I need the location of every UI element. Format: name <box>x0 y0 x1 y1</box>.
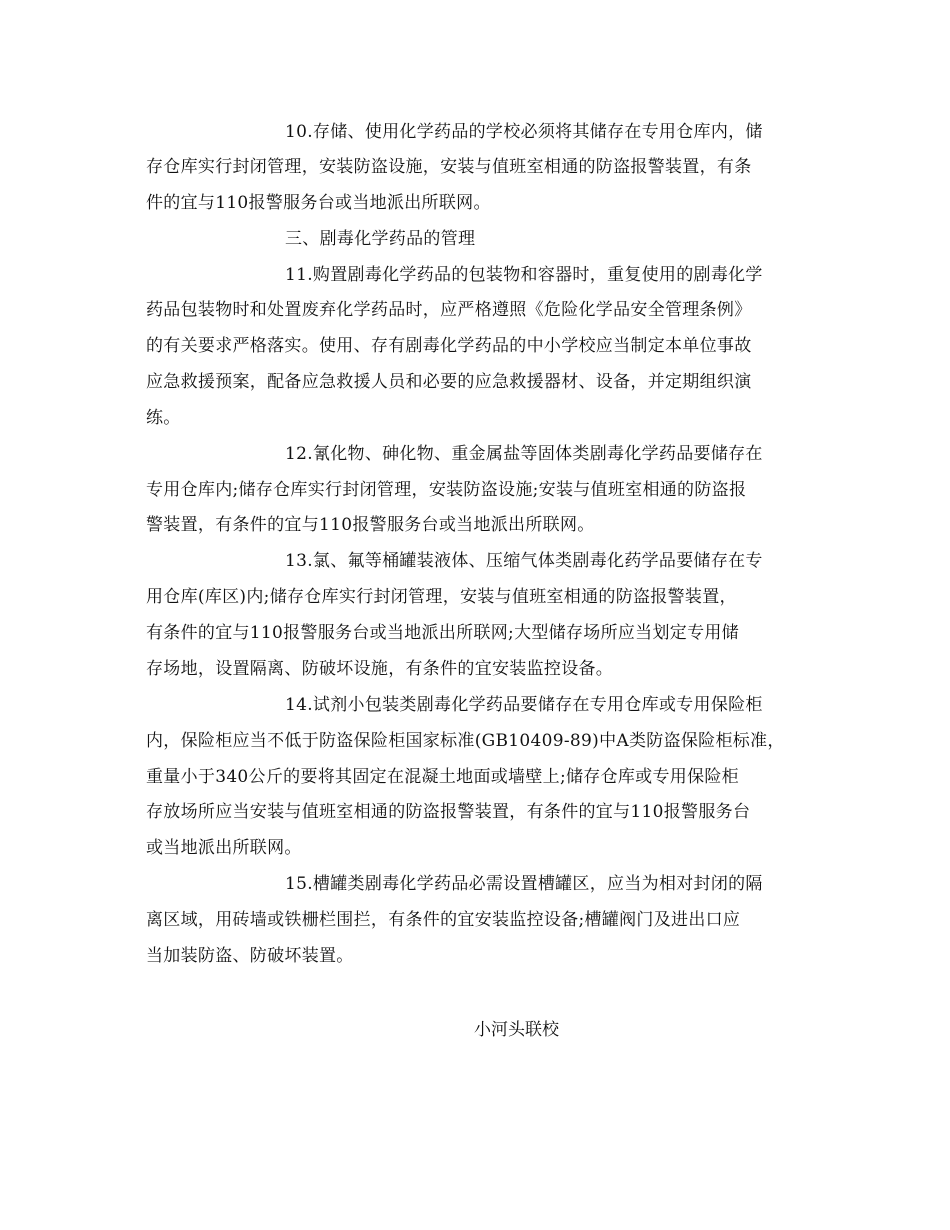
paragraph-14-line-1: 14.试剂小包装类剧毒化学药品要储存在专用仓库或专用保险柜 <box>285 695 763 715</box>
paragraph-15-line-2: 离区域，用砖墙或铁栅栏围拦，有条件的宜安装监控设备;槽罐阀门及进出口应 <box>146 910 741 930</box>
paragraph-11-line-1: 11.购置剧毒化学药品的包装物和容器时，重复使用的剧毒化学 <box>285 265 763 285</box>
section-heading: 三、剧毒化学药品的管理 <box>285 229 476 249</box>
paragraph-13-line-2: 用仓库(库区)内;储存仓库实行封闭管理，安装与值班室相通的防盗报警装置， <box>146 587 737 607</box>
paragraph-15-line-1: 15.槽罐类剧毒化学药品必需设置槽罐区，应当为相对封闭的隔 <box>285 874 763 894</box>
paragraph-14-line-2: 内，保险柜应当不低于防盗保险柜国家标准(GB10409-89)中A类防盗保险柜标准， <box>146 731 785 751</box>
paragraph-12-line-3: 警装置，有条件的宜与110报警服务台或当地派出所联网。 <box>146 515 595 535</box>
paragraph-12-line-2: 专用仓库内;储存仓库实行封闭管理，安装防盗设施;安装与值班室相通的防盗报 <box>146 480 747 500</box>
paragraph-11-line-5: 练。 <box>146 408 181 428</box>
paragraph-14-line-3: 重量小于340公斤的要将其固定在混凝土地面或墙壁上;储存仓库或专用保险柜 <box>146 767 739 787</box>
paragraph-15-line-3: 当加装防盗、防破坏装置。 <box>146 946 354 966</box>
signature: 小河头联校 <box>474 1020 559 1040</box>
paragraph-13-line-4: 存场地，设置隔离、防破坏设施，有条件的宜安装监控设备。 <box>146 659 614 679</box>
paragraph-13-line-3: 有条件的宜与110报警服务台或当地派出所联网;大型储存场所应当划定专用储 <box>146 623 739 643</box>
paragraph-14-line-4: 存放场所应当安装与值班室相通的防盗报警装置，有条件的宜与110报警服务台 <box>146 802 751 822</box>
paragraph-14-line-5: 或当地派出所联网。 <box>146 838 302 858</box>
paragraph-11-line-3: 的有关要求严格落实。使用、存有剧毒化学药品的中小学校应当制定本单位事故 <box>146 336 752 356</box>
paragraph-11-line-2: 药品包装物时和处置废弃化学药品时，应严格遵照《危险化学品安全管理条例》 <box>146 300 752 320</box>
paragraph-10-line-1: 10.存储、使用化学药品的学校必须将其储存在专用仓库内，储 <box>285 122 763 142</box>
paragraph-10-line-2: 存仓库实行封闭管理，安装防盗设施，安装与值班室相通的防盗报警装置，有条 <box>146 157 752 177</box>
paragraph-11-line-4: 应急救援预案，配备应急救援人员和必要的应急救援器材、设备，并定期组织演 <box>146 372 752 392</box>
paragraph-12-line-1: 12.氰化物、砷化物、重金属盐等固体类剧毒化学药品要储存在 <box>285 444 763 464</box>
paragraph-13-line-1: 13.氯、氟等桶罐装液体、压缩气体类剧毒化药学品要储存在专 <box>285 551 763 571</box>
paragraph-10-line-3: 件的宜与110报警服务台或当地派出所联网。 <box>146 193 491 213</box>
